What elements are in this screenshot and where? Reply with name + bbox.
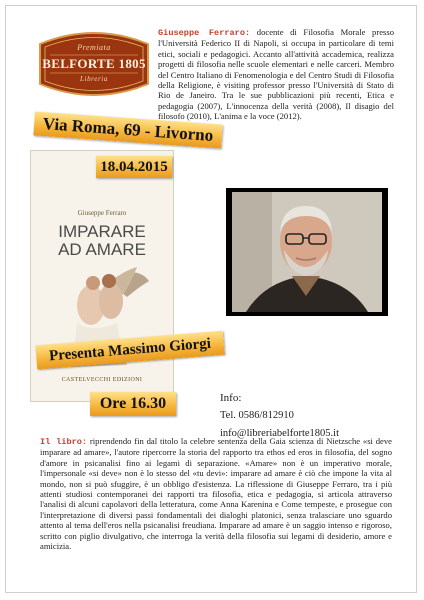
presenter-banner: Presenta Massimo Giorgi (35, 331, 224, 370)
author-portrait-image (226, 188, 388, 316)
book-title-line2: AD AMARE (58, 240, 146, 259)
contact-phone: Tel. 0586/812910 (220, 410, 294, 421)
location-banner: Via Roma, 69 - Livorno (33, 111, 222, 148)
book-publisher: CASTELVECCHI EDIZIONI (61, 377, 143, 383)
contact-email: info@libreriabelforte1805.it (220, 428, 340, 439)
logo-main-text: BELFORTE 1805 (42, 56, 146, 71)
logo-bottom-text: Libreria (80, 75, 108, 83)
logo-top-text: Premiata (77, 43, 111, 52)
book-description-text: riprendendo fin dal titolo la celebre sentenza della Gaia scienza di Nietzsche «si deve imparare ad amare», l'autore ripercorre la storia del rapporto tra ethos ed eros in filosofia, del sogno d'amore in psicanalisi fino ai legami di separazione. «Amare» non è un imperativo morale, l'impersonale «si deve» non è lo stesso del «tu devi»: imparare ad amare è ciò che impone la vita al mondo, non si può sfuggire, è un obbligo d'esistenza. La riflessione di Giuseppe Ferraro, tra i più attenti studiosi contemporanei dei rapporti tra filosofia, etica e pedagogia, si articola attraverso l'analisi di alcuni capolavori della letteratura, come Anna Karenina e Come tempeste, e prosegue con l'interpretazione di diversi passi fondamentali dei dialoghi platonici, senza tralasciare uno sguardo attento al tema dell'eros nella psicanalisi freudiana. Imparare ad amare è un saggio intenso e rigoroso, scritto con piglio divulgativo, che interroga la verità della filosofia sui legami di desiderio, amore e amicizia. (40, 436, 392, 552)
author-bio-text: docente di Filosofia Morale presso l'Università Federico II di Napoli, si occupa in particolare di temi etici, sociali e pedagogici. Accanto all'attività accademica, realizza progetti di filosofia nelle scuole elementari e nelle carceri. Membro del Centro Italiano di Fenomenologia e del Centro Studi di Filosofia della Religione, è visiting professor presso l'Università di Stato di Rio de Janeiro. Tra le sue pubblicazioni più recenti, Etica e pedagogia (2007), L'innocenza della verità (2008), Il disagio del filosofo (2010), L'anima e la voce (2012). (158, 27, 394, 122)
info-label: Info: (220, 392, 242, 404)
book-title-line1: IMPARARE (58, 222, 146, 241)
book-author: Giuseppe Ferraro (77, 209, 127, 217)
book-title (31, 223, 173, 259)
book-description-label: Il libro: (40, 437, 88, 447)
author-name: Giuseppe Ferraro: (158, 28, 251, 38)
bookstore-logo (36, 26, 152, 102)
author-bio (158, 27, 394, 122)
book-description (40, 436, 392, 551)
date-banner: 18.04.2015 (96, 156, 172, 178)
author-photo (226, 188, 388, 316)
time-banner: Ore 16.30 (90, 392, 176, 416)
contact-info (220, 389, 339, 443)
